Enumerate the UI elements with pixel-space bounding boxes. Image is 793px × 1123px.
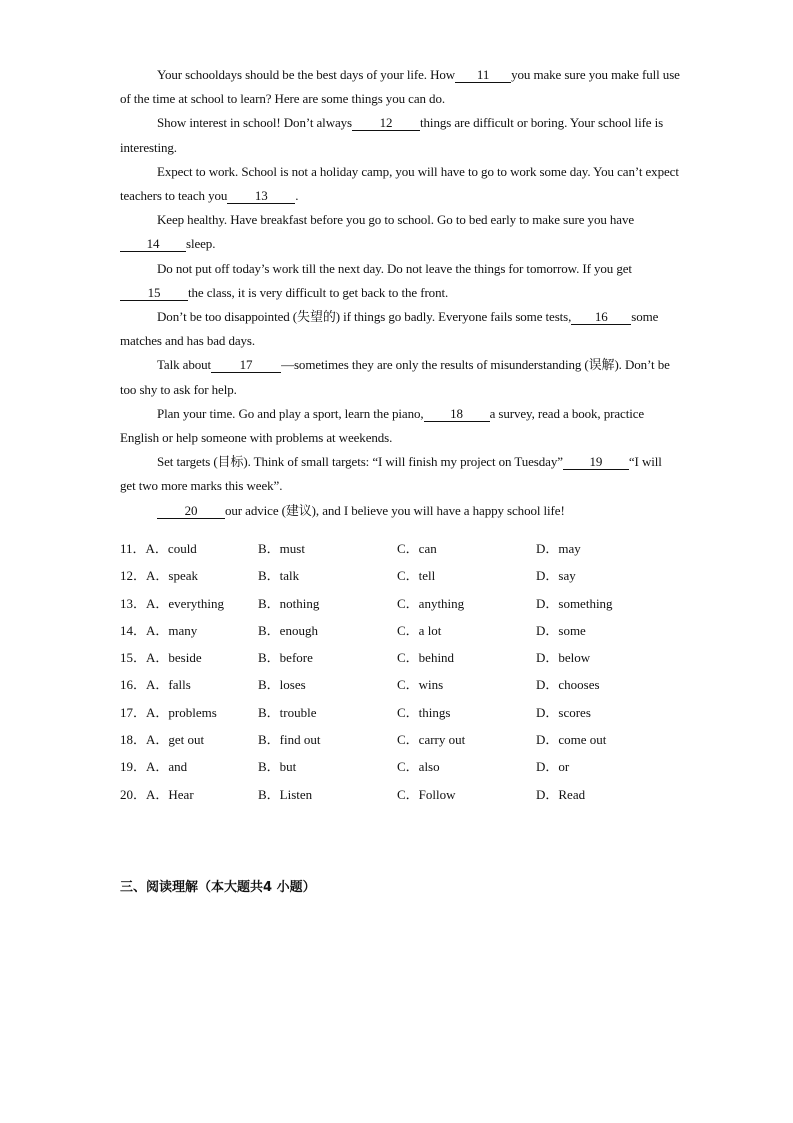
option-c: [397, 617, 441, 644]
paragraph-text: some matches and has bad days.: [120, 309, 659, 349]
option-b: [258, 781, 312, 808]
option-d: [536, 535, 581, 562]
option-text: D．scores: [536, 704, 591, 720]
option-text: B．nothing: [258, 595, 320, 611]
option-d: [536, 753, 569, 780]
option-b: [258, 590, 319, 617]
paragraph-text: Your schooldays should be the best days of your life. How: [157, 67, 456, 82]
blank-16: 16: [571, 309, 631, 325]
option-b: [258, 535, 305, 562]
option-d: [536, 590, 613, 617]
option-c: [397, 753, 440, 780]
paragraph-3: [120, 160, 680, 208]
blank-17: 17: [211, 357, 281, 373]
question-number: 19．: [120, 759, 147, 775]
paragraph-text: —sometimes they are only the results of misunderstanding (误解). Don’t be too shy to ask for help.: [120, 357, 670, 397]
question-number: 15．: [120, 650, 147, 666]
option-b: [258, 726, 320, 753]
paragraph-text: our advice (建议), and I believe you will have a happy school life!: [225, 502, 565, 518]
question-number: 20．: [120, 786, 147, 802]
option-text: D．say: [536, 568, 576, 584]
question-row: [120, 699, 680, 726]
option-d: [536, 617, 586, 644]
option-d: [536, 671, 600, 698]
paragraph-5: [120, 257, 680, 305]
option-a: [120, 644, 202, 671]
answer-options: [120, 535, 680, 808]
option-text: A．many: [146, 622, 198, 638]
option-text: B．find out: [258, 732, 321, 748]
option-text: A．beside: [146, 650, 202, 666]
option-text: A．falls: [146, 677, 191, 693]
option-b: [258, 644, 313, 671]
option-a: [120, 617, 197, 644]
option-text: D．or: [536, 759, 570, 775]
option-text: B．before: [258, 650, 313, 666]
paragraph-8: [120, 402, 680, 450]
option-text: D．below: [536, 650, 591, 666]
question-number: 18．: [120, 732, 147, 748]
option-text: D．some: [536, 622, 586, 638]
section-title: 三、阅读理解（本大题共4 小题）: [120, 880, 316, 895]
cloze-passage: [120, 63, 680, 523]
option-text: A．could: [145, 541, 197, 556]
question-row: [120, 562, 680, 589]
option-text: B．trouble: [258, 704, 317, 720]
paragraph-text: a survey, read a book, practice English or help someone with problems at weekends.: [120, 405, 645, 446]
option-c: [397, 562, 435, 589]
question-row: [120, 644, 680, 671]
paragraph-1: [120, 63, 680, 111]
question-row: [120, 671, 680, 698]
option-b: [258, 699, 317, 726]
blank-19: 19: [563, 454, 629, 470]
option-c: [397, 644, 454, 671]
paragraph-text: Plan your time. Go and play a sport, learn the piano,: [157, 405, 424, 421]
paragraph-text: .: [295, 188, 299, 204]
option-text: A．problems: [146, 704, 217, 720]
option-c: [397, 781, 456, 808]
blank-14: 14: [120, 236, 186, 252]
question-row: [120, 753, 680, 780]
question-row: [120, 590, 680, 617]
option-a: [120, 671, 191, 698]
option-a: [120, 699, 217, 726]
paragraph-text: Expect to work. School is not a holiday camp, you will have to go to work some day. You can’t expect teachers to teach you: [120, 163, 679, 204]
paragraph-7: [120, 353, 680, 401]
option-text: D．something: [536, 595, 613, 611]
option-text: A．get out: [146, 732, 205, 748]
option-a: [120, 781, 194, 808]
question-row: [120, 535, 680, 562]
option-text: A．speak: [146, 568, 199, 584]
paragraph-text: Set targets (目标). Think of small targets: “I will finish my project on Tuesday”: [157, 454, 563, 470]
option-text: C．wins: [397, 677, 444, 693]
option-text: A．and: [146, 759, 188, 775]
option-text: B．but: [258, 759, 297, 775]
paragraph-4: [120, 208, 680, 256]
question-number: 14．: [120, 622, 147, 638]
paragraph-2: [120, 111, 680, 159]
question-row: [120, 781, 680, 808]
option-b: [258, 562, 299, 589]
option-a: [120, 562, 198, 589]
question-number: 13．: [120, 595, 147, 611]
option-c: [397, 671, 443, 698]
option-b: [258, 617, 318, 644]
option-text: C．behind: [397, 650, 455, 666]
option-a: [120, 590, 224, 617]
option-b: [258, 753, 296, 780]
option-a: [120, 753, 187, 780]
option-text: C．things: [397, 704, 451, 720]
option-text: B．enough: [258, 622, 318, 638]
blank-15: 15: [120, 285, 188, 301]
paragraph-text: “I will get two more marks this week”.: [120, 454, 662, 494]
option-b: [258, 671, 306, 698]
option-text: D．come out: [536, 732, 607, 748]
option-a: [120, 535, 197, 562]
option-text: B．talk: [258, 568, 300, 584]
option-text: A．Hear: [146, 786, 194, 802]
question-row: [120, 726, 680, 753]
option-c: [397, 535, 437, 562]
question-row: [120, 617, 680, 644]
option-d: [536, 781, 585, 808]
blank-18: 18: [424, 406, 490, 422]
paragraph-10: [120, 499, 680, 523]
option-c: [397, 726, 465, 753]
paragraph-6: [120, 305, 680, 353]
blank-13: 13: [227, 188, 295, 204]
option-d: [536, 562, 576, 589]
paragraph-9: [120, 450, 680, 498]
option-text: D．may: [536, 541, 581, 556]
option-text: C．anything: [397, 595, 465, 611]
option-text: C．tell: [397, 568, 436, 584]
paragraph-text: Don’t be too disappointed (失望的) if things go badly. Everyone fails some tests,: [157, 309, 572, 325]
option-c: [397, 699, 450, 726]
option-text: C．also: [397, 759, 440, 775]
paragraph-text: the class, it is very difficult to get back to the front.: [188, 284, 449, 300]
option-text: D．Read: [536, 786, 586, 802]
question-number: 16．: [120, 677, 147, 693]
question-number: 11．: [120, 541, 146, 556]
option-text: C．carry out: [397, 732, 466, 748]
paragraph-text: sleep.: [186, 236, 216, 252]
option-text: C．can: [397, 541, 437, 556]
paragraph-text: things are difficult or boring. Your school life is interesting.: [120, 115, 664, 155]
blank-11: 11: [455, 67, 511, 83]
paragraph-text: Keep healthy. Have breakfast before you go to school. Go to bed early to make sure you have: [157, 212, 635, 228]
option-d: [536, 726, 606, 753]
option-text: B．loses: [258, 677, 306, 693]
option-text: C．Follow: [397, 786, 456, 802]
question-number: 12．: [120, 568, 147, 584]
blank-12: 12: [352, 115, 420, 131]
option-text: A．everything: [146, 595, 224, 611]
option-a: [120, 726, 204, 753]
option-text: C．a lot: [397, 622, 442, 638]
option-d: [536, 644, 590, 671]
option-text: B．must: [258, 541, 305, 556]
blank-20: 20: [157, 503, 225, 519]
paragraph-text: Do not put off today’s work till the next day. Do not leave the things for tomorrow. If you get: [157, 260, 632, 276]
paragraph-text: Show interest in school! Don’t always: [157, 115, 353, 131]
paragraph-text: you make sure you make full use of the time at school to learn? Here are some things you can do.: [120, 67, 680, 107]
option-c: [397, 590, 464, 617]
option-text: B．Listen: [258, 786, 313, 802]
option-text: D．chooses: [536, 677, 600, 693]
paragraph-text: Talk about: [157, 357, 212, 373]
question-number: 17．: [120, 704, 147, 720]
option-d: [536, 699, 591, 726]
